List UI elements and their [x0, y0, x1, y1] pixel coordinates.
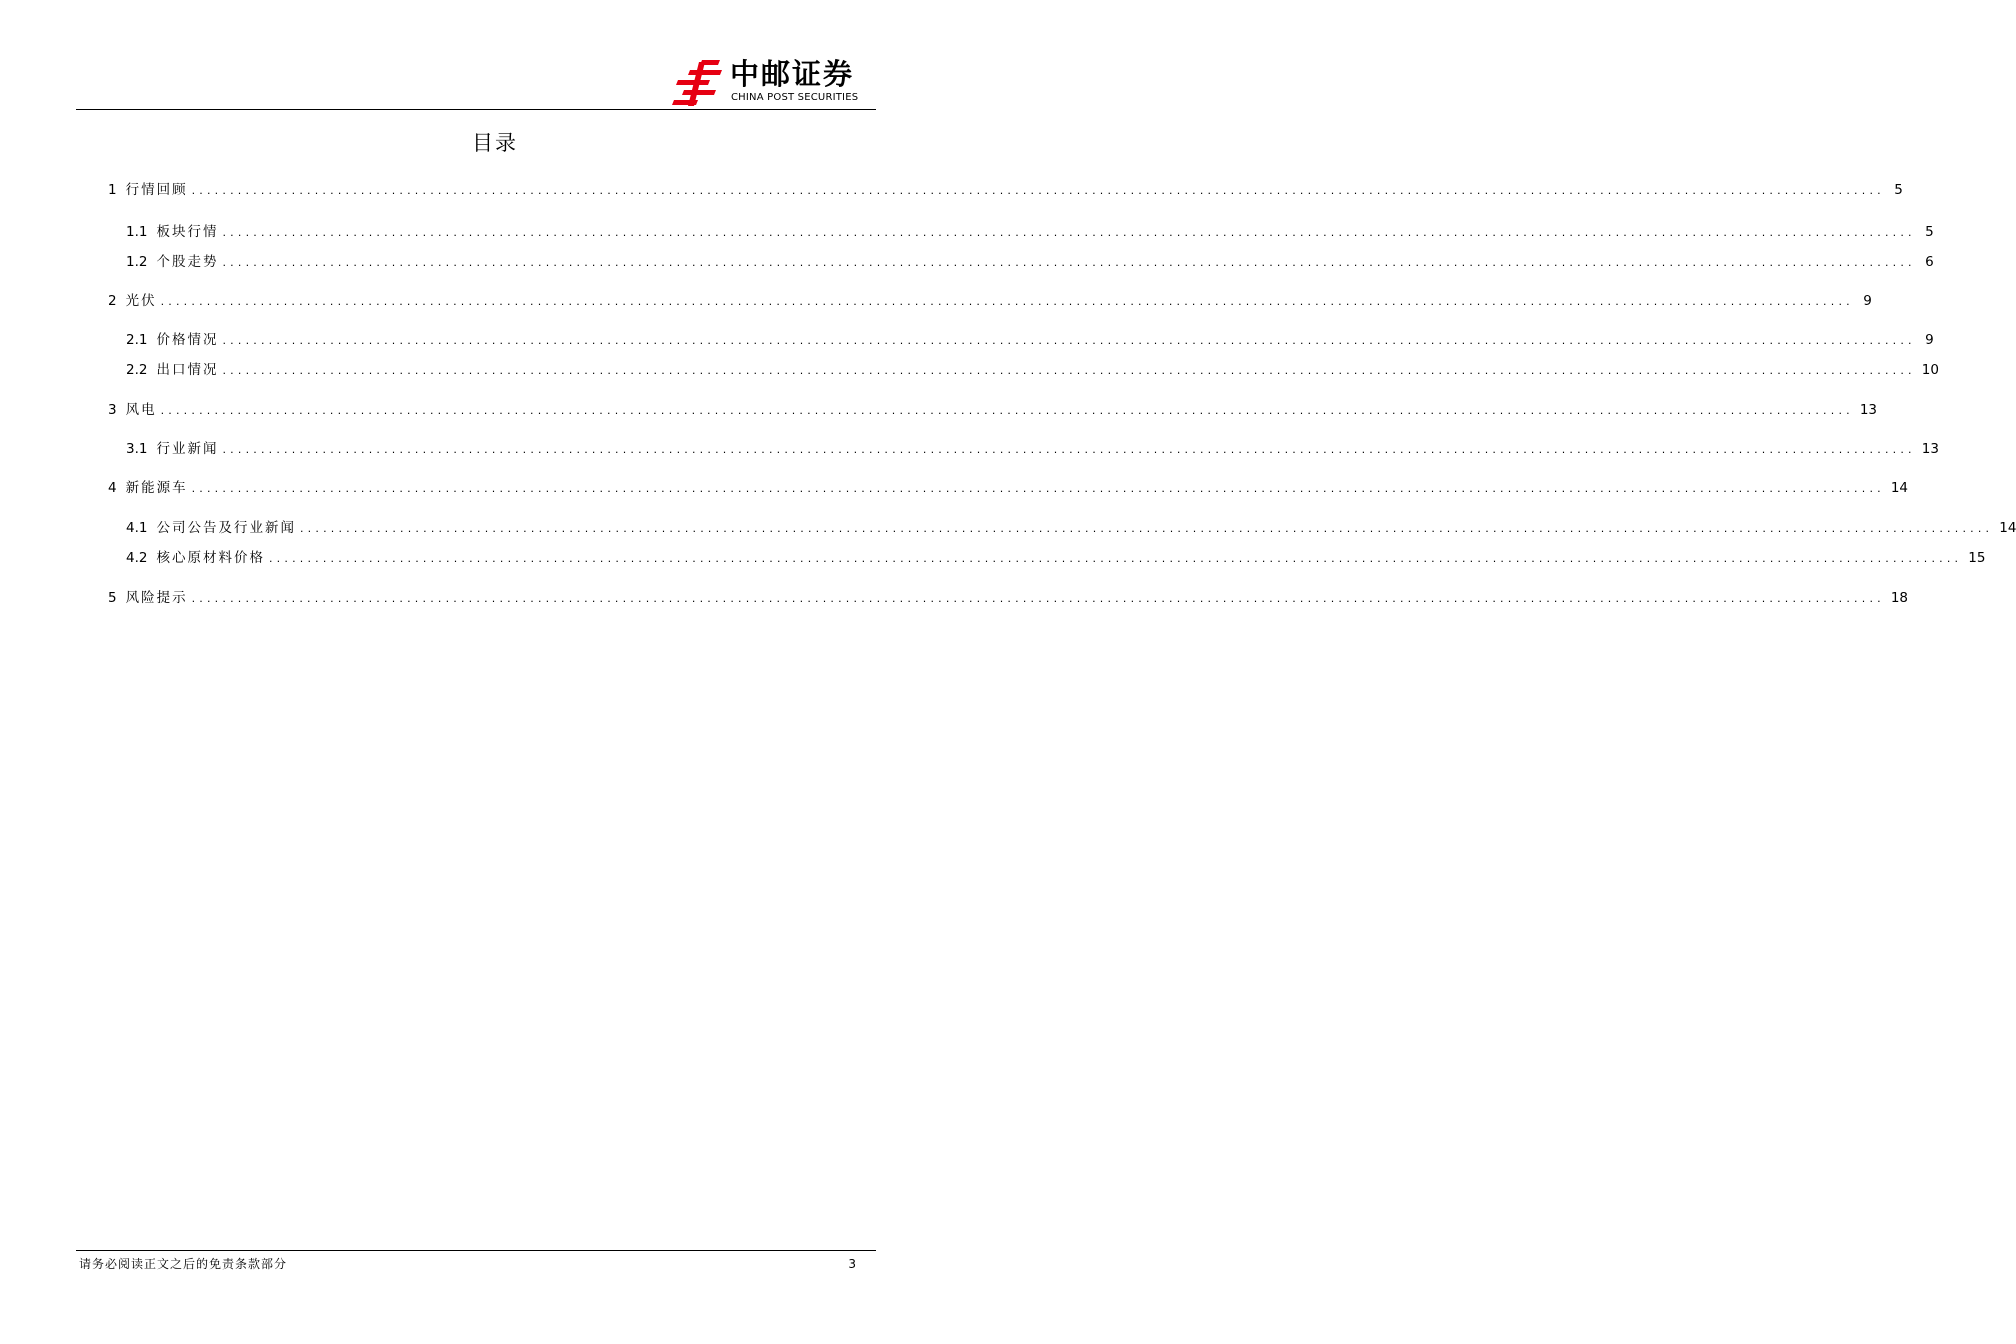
toc-dot-leader: ............................................................................................................................................................................................................................: [222, 364, 1916, 377]
toc-dot-leader: ............................................................................................................................................................................................................................: [268, 552, 1963, 565]
header-divider: [76, 109, 876, 110]
toc-entry-label: 核心原材料价格: [156, 550, 265, 566]
toc-dot-leader: ............................................................................................................................................................................................................................: [191, 184, 1885, 197]
toc-entry-number: 2.2: [126, 362, 148, 378]
toc-entry-label: 行业新闻: [156, 441, 219, 457]
toc-title: 目录: [472, 131, 518, 155]
toc-entry-label: 风险提示: [125, 590, 188, 606]
toc-entry-number: 5: [108, 590, 117, 606]
toc-entry[interactable]: [108, 180, 1903, 200]
toc-entry-page: 9: [1925, 332, 1934, 348]
toc-entry-page: 6: [1925, 254, 1934, 270]
toc-entry-page: 14: [1999, 520, 2016, 536]
footer-disclaimer: 请务必阅读正文之后的免责条款部分: [79, 1257, 288, 1271]
toc-dot-leader: ............................................................................................................................................................................................................................: [222, 443, 1916, 456]
toc-entry-number: 3.1: [126, 441, 148, 457]
toc-entry-number: 3: [108, 402, 117, 418]
toc-entry-page: 13: [1921, 441, 1939, 457]
toc-entry-page: 10: [1921, 362, 1939, 378]
toc-dot-leader: ............................................................................................................................................................................................................................: [191, 592, 1885, 605]
toc-dot-leader: ............................................................................................................................................................................................................................: [299, 522, 1994, 535]
toc-entry-number: 4.2: [126, 550, 148, 566]
toc-entry[interactable]: [126, 360, 1939, 380]
footer-page-number: 3: [848, 1257, 856, 1271]
toc-entry[interactable]: [126, 252, 1934, 272]
toc-entry[interactable]: [126, 330, 1934, 350]
toc-dot-leader: ............................................................................................................................................................................................................................: [160, 295, 1854, 308]
toc-entry-page: 5: [1925, 224, 1934, 240]
toc-entry-number: 4.1: [126, 520, 148, 536]
toc-entry-number: 2: [108, 293, 117, 309]
page-header: [76, 52, 876, 112]
toc-entry[interactable]: [108, 588, 1909, 608]
toc-entry[interactable]: [108, 478, 1909, 498]
toc-entry-label: 板块行情: [156, 224, 219, 240]
toc-dot-leader: ............................................................................................................................................................................................................................: [222, 226, 1916, 239]
toc-entry-number: 2.1: [126, 332, 148, 348]
toc-entry[interactable]: [108, 400, 1878, 420]
toc-entry-label: 个股走势: [156, 254, 219, 270]
toc-entry-page: 13: [1859, 402, 1878, 418]
toc-entry-label: 新能源车: [125, 480, 188, 496]
brand-name-cn: 中邮证券: [730, 57, 855, 91]
toc-entry-page: 15: [1968, 550, 1986, 566]
toc-entry-page: 18: [1890, 590, 1909, 606]
toc-entry-label: 公司公告及行业新闻: [156, 520, 296, 536]
toc-entry-number: 1.2: [126, 254, 148, 270]
toc-entry-page: 5: [1894, 182, 1903, 198]
toc-dot-leader: ............................................................................................................................................................................................................................: [222, 334, 1916, 347]
toc-entry-label: 价格情况: [156, 332, 219, 348]
toc-dot-leader: ............................................................................................................................................................................................................................: [191, 482, 1885, 495]
brand-name-en: CHINA POST SECURITIES: [731, 92, 859, 103]
toc-entry[interactable]: [108, 291, 1872, 311]
toc-dot-leader: ............................................................................................................................................................................................................................: [160, 404, 1854, 417]
toc-entry[interactable]: [126, 439, 1939, 459]
toc-entry-label: 光伏: [125, 293, 157, 309]
toc-entry-number: 1.1: [126, 224, 148, 240]
toc-entry-label: 行情回顾: [125, 182, 188, 198]
toc-entry-page: 14: [1890, 480, 1909, 496]
china-post-logo-icon: [672, 58, 724, 108]
footer-divider: [76, 1250, 876, 1251]
toc-entry-number: 4: [108, 480, 117, 496]
toc-entry-page: 9: [1863, 293, 1872, 309]
toc-entry-number: 1: [108, 182, 117, 198]
toc-entry[interactable]: [126, 518, 2016, 538]
toc-entry-label: 风电: [125, 402, 157, 418]
toc-entry[interactable]: [126, 548, 1986, 568]
toc-dot-leader: ............................................................................................................................................................................................................................: [222, 256, 1916, 269]
toc-entry[interactable]: [126, 222, 1934, 242]
toc-entry-label: 出口情况: [156, 362, 219, 378]
